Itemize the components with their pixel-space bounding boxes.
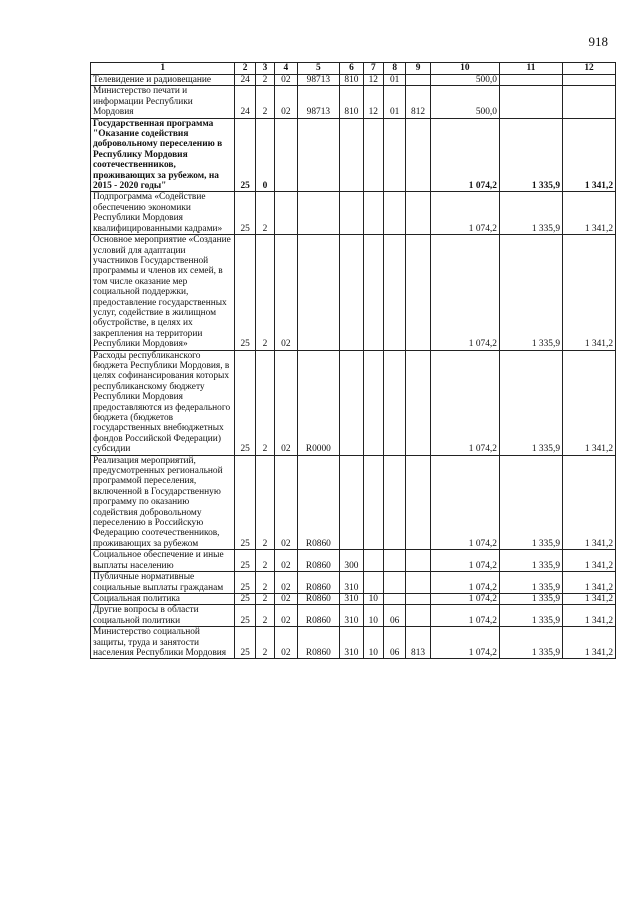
item-name-cell: Основное мероприятие «Создание условий для адаптации участников Государственной программы и членов их семей, в том числе оказание мер социальной поддержки, предоставление государственных услуг, содействие в жилищном обустройстве, в целях их закрепления на территории Республики Мордовия» [91, 235, 235, 350]
code-cell: 02 [275, 455, 297, 550]
amount-cell: 1 335,9 [499, 118, 562, 192]
item-name-cell: Расходы республиканского бюджета Республики Мордовия, в целях софинансирования которых республиканскому бюджету Республики Мордовия предоставляются из федерального бюджета (бюджетов государственных внебюджетных фондов Российской Федерации) субсидии [91, 350, 235, 455]
code-cell: 2 [255, 235, 274, 350]
amount-cell: 1 341,2 [563, 593, 616, 604]
amount-cell: 1 335,9 [499, 350, 562, 455]
code-cell: 06 [383, 605, 405, 627]
amount-cell: 1 074,2 [430, 605, 499, 627]
code-cell: 02 [275, 593, 297, 604]
code-cell: 24 [235, 75, 255, 86]
amount-cell: 1 074,2 [430, 350, 499, 455]
code-cell: 12 [363, 86, 383, 118]
code-cell [340, 455, 363, 550]
code-cell [406, 593, 430, 604]
code-cell: 25 [235, 593, 255, 604]
code-cell: 25 [235, 627, 255, 659]
amount-cell: 1 341,2 [563, 235, 616, 350]
code-cell [363, 350, 383, 455]
code-cell [406, 192, 430, 235]
code-cell: 310 [340, 605, 363, 627]
code-cell: 2 [255, 75, 274, 86]
header-cell: 10 [430, 63, 499, 75]
code-cell: 812 [406, 86, 430, 118]
code-cell [297, 235, 340, 350]
code-cell: 2 [255, 593, 274, 604]
amount-cell: 1 335,9 [499, 605, 562, 627]
amount-cell: 1 074,2 [430, 550, 499, 572]
code-cell: 25 [235, 118, 255, 192]
code-cell [340, 350, 363, 455]
code-cell [363, 455, 383, 550]
table-body [91, 75, 616, 659]
code-cell [406, 118, 430, 192]
header-cell: 11 [499, 63, 562, 75]
header-cell: 1 [91, 63, 235, 75]
code-cell: R0860 [297, 593, 340, 604]
code-cell: 01 [383, 86, 405, 118]
code-cell [383, 350, 405, 455]
code-cell [363, 118, 383, 192]
amount-cell: 1 341,2 [563, 192, 616, 235]
code-cell: 98713 [297, 86, 340, 118]
code-cell: R0000 [297, 350, 340, 455]
code-cell: 25 [235, 550, 255, 572]
header-cell: 6 [340, 63, 363, 75]
code-cell [383, 455, 405, 550]
code-cell: 12 [363, 75, 383, 86]
amount-cell: 1 074,2 [430, 572, 499, 594]
budget-table [90, 62, 616, 659]
table-row [91, 455, 616, 550]
code-cell [406, 572, 430, 594]
code-cell: R0860 [297, 627, 340, 659]
header-cell: 8 [383, 63, 405, 75]
code-cell [383, 118, 405, 192]
code-cell: 2 [255, 86, 274, 118]
table-row [91, 75, 616, 86]
code-cell [406, 235, 430, 350]
amount-cell: 1 074,2 [430, 192, 499, 235]
amount-cell: 1 074,2 [430, 118, 499, 192]
table-row [91, 350, 616, 455]
amount-cell [563, 86, 616, 118]
item-name-cell: Социальное обеспечение и иные выплаты населению [91, 550, 235, 572]
code-cell: 310 [340, 627, 363, 659]
amount-cell [499, 75, 562, 86]
code-cell [406, 605, 430, 627]
amount-cell: 1 074,2 [430, 593, 499, 604]
code-cell: 02 [275, 627, 297, 659]
table-row [91, 593, 616, 604]
code-cell [383, 572, 405, 594]
header-row [91, 63, 616, 75]
code-cell: 2 [255, 550, 274, 572]
code-cell: 98713 [297, 75, 340, 86]
code-cell: R0860 [297, 550, 340, 572]
table-row [91, 605, 616, 627]
code-cell: 10 [363, 593, 383, 604]
code-cell: 2 [255, 627, 274, 659]
code-cell: 06 [383, 627, 405, 659]
amount-cell: 1 335,9 [499, 455, 562, 550]
code-cell: 810 [340, 75, 363, 86]
header-cell: 5 [297, 63, 340, 75]
code-cell: 810 [340, 86, 363, 118]
item-name-cell: Телевидение и радиовещание [91, 75, 235, 86]
item-name-cell: Другие вопросы в области социальной политики [91, 605, 235, 627]
amount-cell: 1 341,2 [563, 350, 616, 455]
amount-cell: 1 341,2 [563, 550, 616, 572]
code-cell [406, 455, 430, 550]
code-cell: 02 [275, 86, 297, 118]
code-cell: 25 [235, 605, 255, 627]
amount-cell: 1 341,2 [563, 605, 616, 627]
code-cell: 25 [235, 350, 255, 455]
code-cell: 02 [275, 350, 297, 455]
code-cell: 25 [235, 192, 255, 235]
code-cell: 300 [340, 550, 363, 572]
code-cell: 2 [255, 605, 274, 627]
code-cell [297, 192, 340, 235]
code-cell [406, 550, 430, 572]
amount-cell: 500,0 [430, 75, 499, 86]
code-cell [340, 118, 363, 192]
amount-cell: 1 341,2 [563, 118, 616, 192]
code-cell [340, 192, 363, 235]
table-row [91, 86, 616, 118]
code-cell: 813 [406, 627, 430, 659]
code-cell [275, 192, 297, 235]
amount-cell: 1 335,9 [499, 235, 562, 350]
header-cell: 12 [563, 63, 616, 75]
amount-cell: 1 335,9 [499, 627, 562, 659]
code-cell: 01 [383, 75, 405, 86]
code-cell [406, 350, 430, 455]
amount-cell: 1 335,9 [499, 192, 562, 235]
amount-cell: 1 074,2 [430, 235, 499, 350]
code-cell: 25 [235, 235, 255, 350]
header-cell: 9 [406, 63, 430, 75]
code-cell: 02 [275, 605, 297, 627]
code-cell: 10 [363, 627, 383, 659]
table-row [91, 192, 616, 235]
code-cell: R0860 [297, 455, 340, 550]
table-row [91, 627, 616, 659]
code-cell [383, 192, 405, 235]
code-cell [363, 192, 383, 235]
table-row [91, 118, 616, 192]
code-cell [275, 118, 297, 192]
code-cell [383, 235, 405, 350]
amount-cell: 1 074,2 [430, 627, 499, 659]
amount-cell: 1 335,9 [499, 572, 562, 594]
code-cell: 02 [275, 235, 297, 350]
table-row [91, 572, 616, 594]
code-cell: R0860 [297, 605, 340, 627]
table-row [91, 550, 616, 572]
code-cell [383, 593, 405, 604]
header-cell: 7 [363, 63, 383, 75]
code-cell: 02 [275, 572, 297, 594]
amount-cell: 1 335,9 [499, 550, 562, 572]
amount-cell: 1 074,2 [430, 455, 499, 550]
amount-cell [563, 75, 616, 86]
code-cell: R0860 [297, 572, 340, 594]
code-cell: 02 [275, 550, 297, 572]
amount-cell: 1 341,2 [563, 455, 616, 550]
amount-cell: 500,0 [430, 86, 499, 118]
page-number: 918 [588, 34, 608, 49]
amount-cell: 1 341,2 [563, 627, 616, 659]
code-cell: 25 [235, 455, 255, 550]
code-cell [383, 550, 405, 572]
code-cell: 2 [255, 572, 274, 594]
item-name-cell: Социальная политика [91, 593, 235, 604]
item-name-cell: Подпрограмма «Содействие обеспечению экономики Республики Мордовия квалифицированными кадрами» [91, 192, 235, 235]
code-cell: 2 [255, 350, 274, 455]
code-cell: 2 [255, 192, 274, 235]
item-name-cell: Министерство печати и информации Республики Мордовия [91, 86, 235, 118]
code-cell [297, 118, 340, 192]
header-cell: 2 [235, 63, 255, 75]
code-cell [406, 75, 430, 86]
code-cell [363, 572, 383, 594]
header-cell: 4 [275, 63, 297, 75]
code-cell: 2 [255, 455, 274, 550]
code-cell: 02 [275, 75, 297, 86]
code-cell: 25 [235, 572, 255, 594]
amount-cell: 1 335,9 [499, 593, 562, 604]
item-name-cell: Государственная программа "Оказание содействия добровольному переселению в Республику Мордовия соотечественников, проживающих за рубежом, на 2015 - 2020 годы" [91, 118, 235, 192]
table-row [91, 235, 616, 350]
code-cell [363, 235, 383, 350]
item-name-cell: Министерство социальной защиты, труда и занятости населения Республики Мордовия [91, 627, 235, 659]
amount-cell [499, 86, 562, 118]
code-cell: 310 [340, 593, 363, 604]
code-cell [340, 235, 363, 350]
code-cell: 310 [340, 572, 363, 594]
code-cell: 10 [363, 605, 383, 627]
header-cell: 3 [255, 63, 274, 75]
code-cell: 0 [255, 118, 274, 192]
code-cell [363, 550, 383, 572]
item-name-cell: Публичные нормативные социальные выплаты гражданам [91, 572, 235, 594]
item-name-cell: Реализация мероприятий, предусмотренных региональной программой переселения, включенной в Государственную программу по оказанию содействия добровольному переселению в Российскую Федерацию соотечественников, проживающих за рубежом [91, 455, 235, 550]
code-cell: 24 [235, 86, 255, 118]
amount-cell: 1 341,2 [563, 572, 616, 594]
